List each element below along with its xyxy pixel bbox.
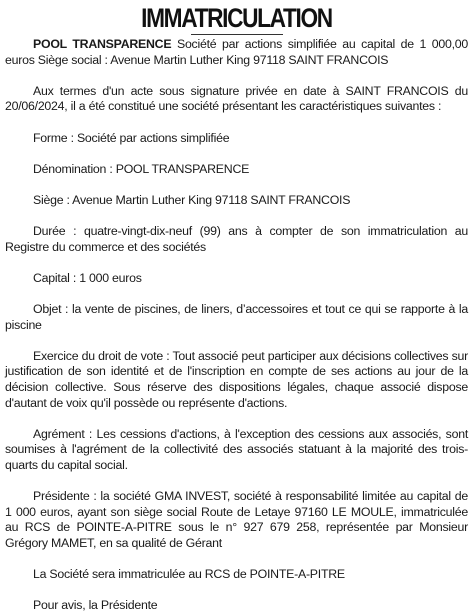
- closing-paragraph: Pour avis, la Présidente: [33, 598, 158, 613]
- rcs-paragraph: La Société sera immatriculée au RCS de POINTE-A-PITRE: [33, 567, 345, 582]
- company-name: POOL TRANSPARENCE: [33, 37, 172, 51]
- notice-title: IMMATRICULATION: [141, 3, 332, 33]
- objet-paragraph: Objet : la vente de piscines, de liners, d’accessoires et tout ce qui se rapporte à la piscine: [5, 302, 468, 332]
- capital-paragraph: Capital : 1 000 euros: [33, 270, 142, 285]
- denomination-paragraph: Dénomination : POOL TRANSPARENCE: [33, 161, 250, 176]
- company-intro-paragraph: [5, 37, 468, 68]
- vote-paragraph: Exercice du droit de vote : Tout associé peut participer aux décisions collectives sur justification de son identité et de l'inscription en compte de ses actions au jour de la décision collective. Sous réserve des dispositions légales, chaque associé dispose d'autant de voix qu'il possède ou représente d'actions.: [5, 348, 468, 410]
- form-paragraph: Forme : Société par actions simplifiée: [33, 130, 230, 145]
- duree-paragraph: Durée : quatre-vingt-dix-neuf (99) ans à compter de son immatriculation au Registre du commerce et des sociétés: [5, 224, 468, 254]
- siege-paragraph: Siège : Avenue Martin Luther King 97118 SAINT FRANCOIS: [33, 192, 351, 207]
- deed-paragraph: Aux termes d'un acte sous signature privée en date à SAINT FRANCOIS du 20/06/2024, il a été constitué une société présentant les caractéristiques suivantes :: [5, 83, 468, 114]
- agrement-paragraph: Agrément : Les cessions d'actions, à l'exception des cessions aux associés, sont soumises à l'agrément de la collectivité des associés statuant à la majorité des trois-quarts du capital social.: [5, 426, 468, 473]
- presidente-paragraph: Présidente : la société GMA INVEST, société à responsabilité limitée au capital de 1 000 euros, ayant son siège social Route de Letaye 97160 LE MOULE, immatriculée au RCS de POINTE-A-PITRE sous le n° 927 679 258, représentée par Monsieur Grégory MAMET, en sa qualité de Gérant: [5, 489, 468, 550]
- notice-body: [5, 37, 468, 614]
- company-intro-text: Société par actions simplifiée au capital de 1 000,00 euros Siège social : Avenue Martin Luther King 97118 SAINT FRANCOIS: [5, 37, 469, 67]
- title-underline: [191, 34, 283, 35]
